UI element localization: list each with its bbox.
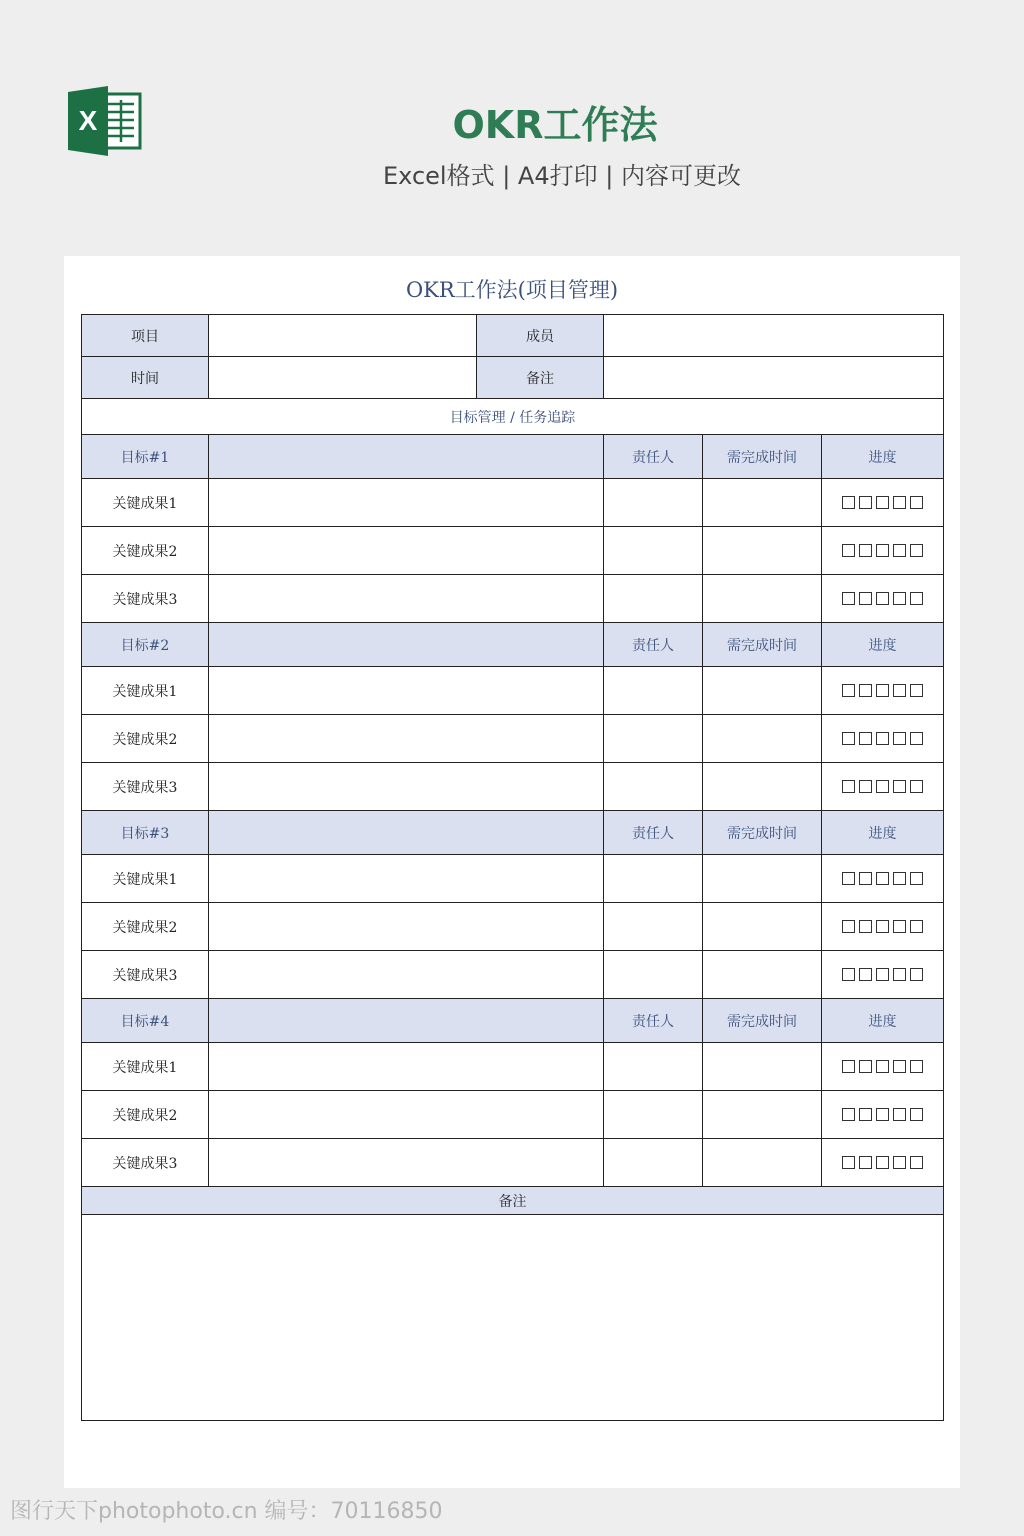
progress-checkbox[interactable]	[859, 496, 872, 509]
key-result-description-cell[interactable]	[209, 951, 604, 999]
key-result-description-cell[interactable]	[209, 667, 604, 715]
objective-description-cell[interactable]	[209, 623, 604, 667]
progress-checkbox[interactable]	[910, 780, 923, 793]
progress-header: 进度	[822, 811, 944, 855]
okr-table	[81, 314, 944, 1421]
progress-checkbox[interactable]	[893, 684, 906, 697]
progress-checkboxes	[822, 667, 944, 715]
objective-header-row	[82, 435, 944, 479]
deadline-cell[interactable]	[703, 667, 822, 715]
deadline-cell[interactable]	[703, 527, 822, 575]
notes-label: 备注	[82, 1187, 944, 1215]
progress-checkbox[interactable]	[910, 684, 923, 697]
progress-checkboxes	[822, 527, 944, 575]
progress-checkbox[interactable]	[893, 1108, 906, 1121]
key-result-row	[82, 479, 944, 527]
progress-checkbox[interactable]	[859, 1108, 872, 1121]
objective-label: 目标#4	[82, 999, 209, 1043]
deadline-cell[interactable]	[703, 1091, 822, 1139]
owner-cell[interactable]	[604, 1091, 703, 1139]
key-result-description-cell[interactable]	[209, 715, 604, 763]
owner-cell[interactable]	[604, 575, 703, 623]
progress-header: 进度	[822, 623, 944, 667]
key-result-label: 关键成果1	[82, 855, 209, 903]
progress-checkbox[interactable]	[876, 1060, 889, 1073]
progress-checkbox[interactable]	[842, 968, 855, 981]
progress-checkbox[interactable]	[876, 1108, 889, 1121]
progress-checkbox[interactable]	[859, 544, 872, 557]
remark-value-cell[interactable]	[604, 357, 944, 399]
time-value-cell[interactable]	[209, 357, 477, 399]
progress-checkbox[interactable]	[842, 544, 855, 557]
progress-checkboxes	[822, 575, 944, 623]
owner-header: 责任人	[604, 623, 703, 667]
key-result-row	[82, 951, 944, 999]
owner-cell[interactable]	[604, 951, 703, 999]
progress-checkbox[interactable]	[910, 872, 923, 885]
key-result-row	[82, 715, 944, 763]
notes-header-row	[82, 1187, 944, 1215]
owner-cell[interactable]	[604, 527, 703, 575]
progress-checkbox[interactable]	[893, 1060, 906, 1073]
key-result-label: 关键成果3	[82, 951, 209, 999]
deadline-header: 需完成时间	[703, 811, 822, 855]
progress-checkbox[interactable]	[910, 1060, 923, 1073]
progress-checkboxes	[822, 1043, 944, 1091]
progress-checkboxes	[822, 1139, 944, 1187]
key-result-description-cell[interactable]	[209, 1139, 604, 1187]
key-result-label: 关键成果1	[82, 479, 209, 527]
progress-checkboxes	[822, 715, 944, 763]
project-value-cell[interactable]	[209, 315, 477, 357]
section-title: 目标管理 / 任务追踪	[82, 399, 944, 435]
objective-description-cell[interactable]	[209, 811, 604, 855]
progress-checkbox[interactable]	[859, 732, 872, 745]
progress-checkboxes	[822, 855, 944, 903]
progress-checkbox[interactable]	[910, 1108, 923, 1121]
owner-cell[interactable]	[604, 479, 703, 527]
owner-cell[interactable]	[604, 1043, 703, 1091]
member-label: 成员	[477, 315, 604, 357]
progress-checkbox[interactable]	[876, 920, 889, 933]
owner-header: 责任人	[604, 435, 703, 479]
progress-checkbox[interactable]	[842, 1156, 855, 1169]
key-result-label: 关键成果2	[82, 527, 209, 575]
progress-checkbox[interactable]	[893, 732, 906, 745]
key-result-description-cell[interactable]	[209, 1043, 604, 1091]
deadline-cell[interactable]	[703, 1043, 822, 1091]
progress-checkbox[interactable]	[876, 872, 889, 885]
key-result-label: 关键成果1	[82, 1043, 209, 1091]
key-result-description-cell[interactable]	[209, 855, 604, 903]
progress-checkbox[interactable]	[859, 1156, 872, 1169]
deadline-header: 需完成时间	[703, 435, 822, 479]
page-title: OKR工作法	[452, 103, 658, 147]
key-result-row	[82, 903, 944, 951]
progress-checkbox[interactable]	[859, 920, 872, 933]
progress-checkbox[interactable]	[910, 732, 923, 745]
owner-cell[interactable]	[604, 763, 703, 811]
objective-description-cell[interactable]	[209, 999, 604, 1043]
progress-checkbox[interactable]	[876, 732, 889, 745]
objective-header-row	[82, 999, 944, 1043]
progress-checkboxes	[822, 479, 944, 527]
key-result-label: 关键成果2	[82, 715, 209, 763]
progress-checkbox[interactable]	[876, 592, 889, 605]
progress-checkbox[interactable]	[893, 780, 906, 793]
progress-checkbox[interactable]	[842, 780, 855, 793]
project-label: 项目	[82, 315, 209, 357]
objective-label: 目标#2	[82, 623, 209, 667]
progress-checkbox[interactable]	[859, 1060, 872, 1073]
deadline-cell[interactable]	[703, 903, 822, 951]
progress-checkbox[interactable]	[876, 684, 889, 697]
key-result-label: 关键成果1	[82, 667, 209, 715]
progress-checkbox[interactable]	[842, 592, 855, 605]
progress-checkbox[interactable]	[842, 684, 855, 697]
owner-header: 责任人	[604, 999, 703, 1043]
objective-header-row	[82, 623, 944, 667]
key-result-label: 关键成果3	[82, 575, 209, 623]
progress-checkbox[interactable]	[893, 968, 906, 981]
progress-checkboxes	[822, 951, 944, 999]
objective-label: 目标#3	[82, 811, 209, 855]
key-result-description-cell[interactable]	[209, 479, 604, 527]
key-result-label: 关键成果2	[82, 903, 209, 951]
progress-checkbox[interactable]	[876, 544, 889, 557]
progress-header: 进度	[822, 999, 944, 1043]
deadline-cell[interactable]	[703, 855, 822, 903]
deadline-cell[interactable]	[703, 1139, 822, 1187]
deadline-cell[interactable]	[703, 575, 822, 623]
progress-checkbox[interactable]	[910, 1156, 923, 1169]
progress-checkbox[interactable]	[910, 544, 923, 557]
progress-checkbox[interactable]	[893, 592, 906, 605]
info-row-time	[82, 357, 944, 399]
progress-checkbox[interactable]	[842, 496, 855, 509]
owner-cell[interactable]	[604, 903, 703, 951]
key-result-row	[82, 855, 944, 903]
deadline-cell[interactable]	[703, 763, 822, 811]
progress-checkbox[interactable]	[876, 780, 889, 793]
deadline-cell[interactable]	[703, 715, 822, 763]
key-result-label: 关键成果3	[82, 1139, 209, 1187]
owner-header: 责任人	[604, 811, 703, 855]
progress-checkbox[interactable]	[842, 732, 855, 745]
key-result-row	[82, 1139, 944, 1187]
sheet-title: OKR工作法(项目管理)	[405, 278, 619, 302]
key-result-label: 关键成果2	[82, 1091, 209, 1139]
page-subtitle: Excel格式 | A4打印 | 内容可更改	[383, 162, 741, 190]
key-result-row	[82, 763, 944, 811]
progress-checkbox[interactable]	[842, 1108, 855, 1121]
progress-checkbox[interactable]	[893, 496, 906, 509]
objective-description-cell[interactable]	[209, 435, 604, 479]
progress-checkbox[interactable]	[842, 872, 855, 885]
time-label: 时间	[82, 357, 209, 399]
key-result-description-cell[interactable]	[209, 527, 604, 575]
watermark: 图行天下photophoto.cn 编号：70116850	[10, 1499, 443, 1524]
owner-cell[interactable]	[604, 667, 703, 715]
progress-checkboxes	[822, 1091, 944, 1139]
owner-cell[interactable]	[604, 1139, 703, 1187]
key-result-row	[82, 527, 944, 575]
progress-checkbox[interactable]	[842, 920, 855, 933]
deadline-cell[interactable]	[703, 479, 822, 527]
progress-checkbox[interactable]	[910, 968, 923, 981]
key-result-label: 关键成果3	[82, 763, 209, 811]
progress-checkbox[interactable]	[876, 968, 889, 981]
excel-logo-letter: X	[78, 105, 98, 136]
key-result-description-cell[interactable]	[209, 1091, 604, 1139]
progress-checkbox[interactable]	[910, 920, 923, 933]
progress-checkboxes	[822, 763, 944, 811]
progress-checkbox[interactable]	[859, 968, 872, 981]
objective-label: 目标#1	[82, 435, 209, 479]
key-result-description-cell[interactable]	[209, 575, 604, 623]
progress-checkboxes	[822, 903, 944, 951]
progress-checkbox[interactable]	[893, 920, 906, 933]
key-result-row	[82, 1091, 944, 1139]
deadline-header: 需完成时间	[703, 999, 822, 1043]
remark-label: 备注	[477, 357, 604, 399]
progress-header: 进度	[822, 435, 944, 479]
progress-checkbox[interactable]	[859, 780, 872, 793]
progress-checkbox[interactable]	[859, 872, 872, 885]
progress-checkbox[interactable]	[910, 592, 923, 605]
member-value-cell[interactable]	[604, 315, 944, 357]
owner-cell[interactable]	[604, 715, 703, 763]
objective-header-row	[82, 811, 944, 855]
progress-checkbox[interactable]	[893, 544, 906, 557]
section-title-row	[82, 399, 944, 435]
progress-checkbox[interactable]	[893, 1156, 906, 1169]
key-result-row	[82, 575, 944, 623]
notes-body-row	[82, 1215, 944, 1421]
key-result-row	[82, 667, 944, 715]
deadline-cell[interactable]	[703, 951, 822, 999]
key-result-description-cell[interactable]	[209, 763, 604, 811]
progress-checkbox[interactable]	[842, 1060, 855, 1073]
key-result-description-cell[interactable]	[209, 903, 604, 951]
progress-checkbox[interactable]	[859, 592, 872, 605]
progress-checkbox[interactable]	[876, 496, 889, 509]
progress-checkbox[interactable]	[876, 1156, 889, 1169]
progress-checkbox[interactable]	[859, 684, 872, 697]
info-row-project	[82, 315, 944, 357]
deadline-header: 需完成时间	[703, 623, 822, 667]
progress-checkbox[interactable]	[893, 872, 906, 885]
progress-checkbox[interactable]	[910, 496, 923, 509]
key-result-row	[82, 1043, 944, 1091]
owner-cell[interactable]	[604, 855, 703, 903]
notes-body-cell[interactable]	[82, 1215, 944, 1421]
